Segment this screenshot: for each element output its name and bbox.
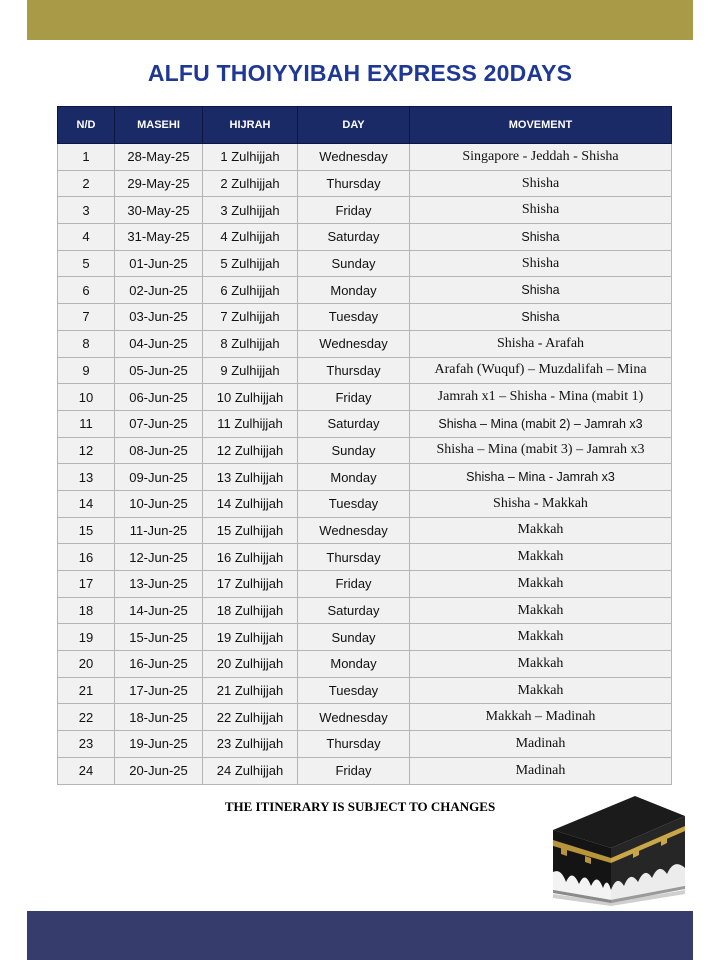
cell-movement: Shisha – Mina (mabit 2) – Jamrah x3 [410, 410, 672, 437]
cell-hijrah: 10 Zulhijjah [203, 384, 298, 411]
cell-nd: 2 [58, 170, 115, 197]
table-row [58, 517, 672, 544]
table-row [58, 330, 672, 357]
header-nd: N/D [58, 107, 115, 144]
cell-day: Saturday [298, 410, 410, 437]
cell-movement: Shisha – Mina (mabit 3) – Jamrah x3 [410, 437, 672, 464]
cell-masehi: 01-Jun-25 [115, 250, 203, 277]
cell-nd: 9 [58, 357, 115, 384]
table-row [58, 357, 672, 384]
cell-nd: 3 [58, 197, 115, 224]
cell-masehi: 30-May-25 [115, 197, 203, 224]
cell-day: Thursday [298, 544, 410, 571]
cell-masehi: 07-Jun-25 [115, 410, 203, 437]
header-movement: MOVEMENT [410, 107, 672, 144]
cell-day: Sunday [298, 250, 410, 277]
cell-movement: Shisha [410, 170, 672, 197]
cell-day: Friday [298, 197, 410, 224]
header-masehi: MASEHI [115, 107, 203, 144]
cell-masehi: 16-Jun-25 [115, 651, 203, 678]
table-row [58, 144, 672, 171]
cell-hijrah: 19 Zulhijjah [203, 624, 298, 651]
cell-movement: Makkah [410, 517, 672, 544]
cell-day: Sunday [298, 437, 410, 464]
cell-nd: 19 [58, 624, 115, 651]
cell-masehi: 09-Jun-25 [115, 464, 203, 491]
cell-movement: Shisha [410, 277, 672, 304]
cell-nd: 14 [58, 490, 115, 517]
cell-masehi: 02-Jun-25 [115, 277, 203, 304]
cell-nd: 4 [58, 224, 115, 251]
table-row [58, 651, 672, 678]
table-row [58, 544, 672, 571]
cell-masehi: 12-Jun-25 [115, 544, 203, 571]
cell-hijrah: 21 Zulhijjah [203, 677, 298, 704]
cell-nd: 7 [58, 304, 115, 331]
cell-movement: Singapore - Jeddah - Shisha [410, 144, 672, 171]
cell-masehi: 17-Jun-25 [115, 677, 203, 704]
cell-day: Saturday [298, 224, 410, 251]
table-row [58, 277, 672, 304]
cell-day: Thursday [298, 731, 410, 758]
cell-nd: 18 [58, 597, 115, 624]
table-row [58, 571, 672, 598]
cell-nd: 15 [58, 517, 115, 544]
cell-hijrah: 5 Zulhijjah [203, 250, 298, 277]
cell-movement: Jamrah x1 – Shisha - Mina (mabit 1) [410, 384, 672, 411]
cell-hijrah: 15 Zulhijjah [203, 517, 298, 544]
table-row [58, 250, 672, 277]
cell-hijrah: 7 Zulhijjah [203, 304, 298, 331]
table-row [58, 197, 672, 224]
cell-nd: 11 [58, 410, 115, 437]
cell-day: Monday [298, 464, 410, 491]
cell-day: Tuesday [298, 677, 410, 704]
cell-hijrah: 9 Zulhijjah [203, 357, 298, 384]
cell-masehi: 31-May-25 [115, 224, 203, 251]
header-day: DAY [298, 107, 410, 144]
cell-hijrah: 3 Zulhijjah [203, 197, 298, 224]
cell-nd: 12 [58, 437, 115, 464]
itinerary-body [58, 144, 672, 785]
cell-movement: Shisha [410, 250, 672, 277]
cell-nd: 8 [58, 330, 115, 357]
cell-masehi: 03-Jun-25 [115, 304, 203, 331]
table-row [58, 731, 672, 758]
cell-day: Tuesday [298, 304, 410, 331]
table-row [58, 677, 672, 704]
cell-day: Thursday [298, 357, 410, 384]
cell-hijrah: 4 Zulhijjah [203, 224, 298, 251]
cell-masehi: 19-Jun-25 [115, 731, 203, 758]
table-header-row [58, 107, 672, 144]
bottom-decor-band [27, 911, 693, 960]
table-row [58, 410, 672, 437]
cell-day: Wednesday [298, 704, 410, 731]
cell-movement: Makkah [410, 597, 672, 624]
cell-movement: Makkah [410, 571, 672, 598]
cell-nd: 10 [58, 384, 115, 411]
page-title: ALFU THOIYYIBAH EXPRESS 20DAYS [147, 60, 573, 86]
cell-nd: 24 [58, 757, 115, 784]
cell-nd: 22 [58, 704, 115, 731]
cell-hijrah: 18 Zulhijjah [203, 597, 298, 624]
itinerary-note: THE ITINERARY IS SUBJECT TO CHANGES [224, 799, 496, 814]
table-row [58, 464, 672, 491]
cell-masehi: 05-Jun-25 [115, 357, 203, 384]
cell-hijrah: 16 Zulhijjah [203, 544, 298, 571]
cell-movement: Shisha [410, 197, 672, 224]
cell-movement: Makkah [410, 677, 672, 704]
cell-hijrah: 17 Zulhijjah [203, 571, 298, 598]
table-row [58, 437, 672, 464]
cell-masehi: 29-May-25 [115, 170, 203, 197]
cell-hijrah: 24 Zulhijjah [203, 757, 298, 784]
cell-nd: 17 [58, 571, 115, 598]
cell-masehi: 08-Jun-25 [115, 437, 203, 464]
cell-day: Wednesday [298, 517, 410, 544]
cell-movement: Shisha - Arafah [410, 330, 672, 357]
cell-day: Monday [298, 277, 410, 304]
cell-nd: 16 [58, 544, 115, 571]
cell-hijrah: 2 Zulhijjah [203, 170, 298, 197]
cell-day: Wednesday [298, 330, 410, 357]
table-row [58, 224, 672, 251]
cell-day: Saturday [298, 597, 410, 624]
cell-movement: Shisha [410, 304, 672, 331]
cell-nd: 21 [58, 677, 115, 704]
cell-movement: Makkah [410, 651, 672, 678]
cell-masehi: 06-Jun-25 [115, 384, 203, 411]
cell-masehi: 11-Jun-25 [115, 517, 203, 544]
cell-day: Sunday [298, 624, 410, 651]
cell-hijrah: 6 Zulhijjah [203, 277, 298, 304]
cell-nd: 5 [58, 250, 115, 277]
cell-day: Friday [298, 384, 410, 411]
cell-hijrah: 1 Zulhijjah [203, 144, 298, 171]
table-row [58, 384, 672, 411]
cell-day: Friday [298, 757, 410, 784]
cell-hijrah: 11 Zulhijjah [203, 410, 298, 437]
table-row [58, 304, 672, 331]
cell-movement: Makkah [410, 544, 672, 571]
cell-masehi: 28-May-25 [115, 144, 203, 171]
table-row [58, 757, 672, 784]
cell-nd: 6 [58, 277, 115, 304]
cell-masehi: 20-Jun-25 [115, 757, 203, 784]
kaaba-icon [551, 790, 687, 906]
cell-day: Thursday [298, 170, 410, 197]
cell-nd: 13 [58, 464, 115, 491]
table-row [58, 490, 672, 517]
cell-hijrah: 22 Zulhijjah [203, 704, 298, 731]
itinerary-table [57, 106, 672, 785]
cell-hijrah: 12 Zulhijjah [203, 437, 298, 464]
table-row [58, 170, 672, 197]
cell-movement: Shisha [410, 224, 672, 251]
cell-movement: Madinah [410, 731, 672, 758]
cell-movement: Shisha – Mina - Jamrah x3 [410, 464, 672, 491]
cell-hijrah: 8 Zulhijjah [203, 330, 298, 357]
cell-masehi: 13-Jun-25 [115, 571, 203, 598]
cell-day: Tuesday [298, 490, 410, 517]
cell-nd: 23 [58, 731, 115, 758]
cell-masehi: 10-Jun-25 [115, 490, 203, 517]
cell-hijrah: 14 Zulhijjah [203, 490, 298, 517]
cell-movement: Makkah [410, 624, 672, 651]
cell-day: Friday [298, 571, 410, 598]
cell-nd: 20 [58, 651, 115, 678]
cell-day: Monday [298, 651, 410, 678]
cell-hijrah: 20 Zulhijjah [203, 651, 298, 678]
cell-hijrah: 13 Zulhijjah [203, 464, 298, 491]
cell-day: Wednesday [298, 144, 410, 171]
cell-hijrah: 23 Zulhijjah [203, 731, 298, 758]
table-row [58, 704, 672, 731]
cell-movement: Shisha - Makkah [410, 490, 672, 517]
cell-masehi: 15-Jun-25 [115, 624, 203, 651]
cell-movement: Arafah (Wuquf) – Muzdalifah – Mina [410, 357, 672, 384]
cell-masehi: 18-Jun-25 [115, 704, 203, 731]
top-decor-band [27, 0, 693, 40]
cell-nd: 1 [58, 144, 115, 171]
table-row [58, 624, 672, 651]
cell-masehi: 14-Jun-25 [115, 597, 203, 624]
cell-movement: Madinah [410, 757, 672, 784]
header-hijrah: HIJRAH [203, 107, 298, 144]
table-row [58, 597, 672, 624]
cell-masehi: 04-Jun-25 [115, 330, 203, 357]
cell-movement: Makkah – Madinah [410, 704, 672, 731]
